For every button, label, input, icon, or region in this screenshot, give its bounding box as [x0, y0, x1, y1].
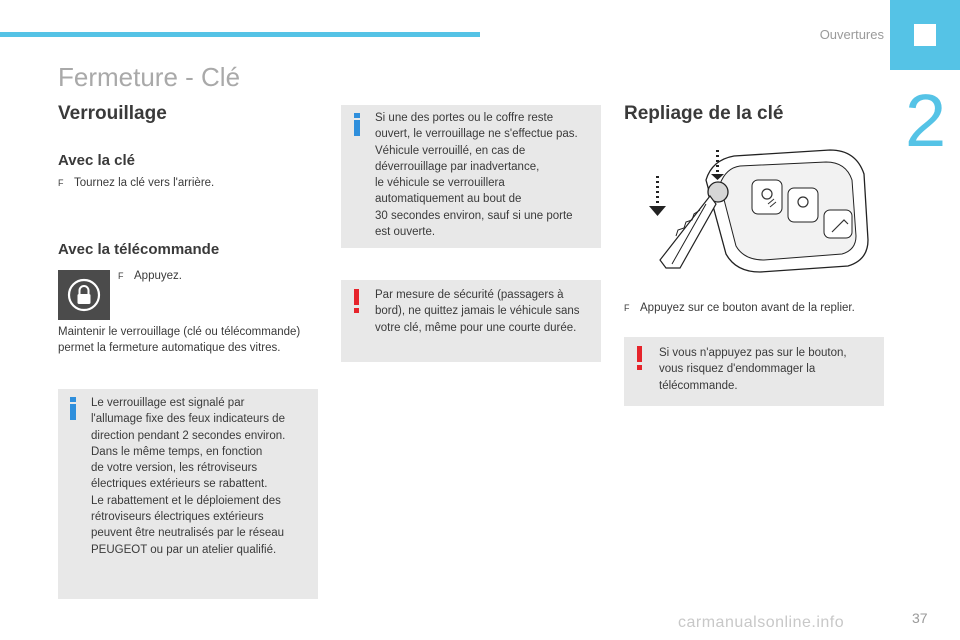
page-title: Fermeture - Clé [58, 62, 241, 92]
info-box-middle-text: Si une des portes ou le coffre reste ouvert, le verrouillage ne s'effectue pas. Véhicule verrouillé, en cas de déverrouillage par inadvertance, le véhicule se verrouillera automatiquement au bout de 30 secondes environ, sauf si une porte est ouverte. [375, 112, 578, 239]
heading-avec-la-cle: Avec la clé [58, 152, 135, 169]
remote-paragraph: Maintenir le verrouillage (clé ou télécommande) permet la fermeture automatique des vitres. [58, 326, 301, 354]
warning-box-middle-text: Par mesure de sécurité (passagers à bord), ne quittez jamais le véhicule sans votre clé, même pour une courte durée. [375, 289, 580, 334]
bullet-item-key [58, 175, 318, 191]
page-number: 37 [912, 610, 928, 626]
bullet-marker: F [624, 303, 630, 313]
padlock-icon [58, 270, 110, 320]
bullet-marker: F [58, 178, 64, 188]
info-box-left-text: Le verrouillage est signalé par l'allumage fixe des feux indicateurs de direction pendant 2 secondes environ. Dans le même temps, en fonction de votre version, les rétroviseurs électriques extérieurs se rabattent. Le rabattement et le déploiement des rétroviseurs électriques extérieurs peuvent être neutralisés par le réseau PEUGEOT ou par un atelier qualifié. [91, 397, 286, 556]
bullet-marker: F [118, 271, 124, 281]
bullet-text: Appuyez. [134, 270, 182, 282]
info-box-middle [341, 105, 601, 248]
warning-box-right-text: Si vous n'appuyez pas sur le bouton, vous risquez d'endommager la télécommande. [659, 347, 847, 392]
folding-key-illustration [640, 140, 880, 275]
lock-button-illustration [58, 270, 110, 320]
bullet-item-fold [624, 300, 890, 316]
chapter-tab-square [914, 24, 936, 46]
info-box-left [58, 389, 318, 599]
warning-box-middle [341, 280, 601, 362]
heading-verrouillage: Verrouillage [58, 103, 167, 124]
chapter-number: 2 [905, 79, 947, 162]
header-accent-bar [0, 32, 480, 37]
watermark: carmanualsonline.info [678, 614, 845, 631]
heading-repliage-de-la-cle: Repliage de la clé [624, 103, 784, 124]
heading-avec-la-telecommande: Avec la télécommande [58, 241, 220, 258]
section-name: Ouvertures [819, 27, 884, 42]
bullet-item-remote [118, 268, 298, 284]
bullet-text: Appuyez sur ce bouton avant de la replier. [640, 302, 855, 314]
bullet-text: Tournez la clé vers l'arrière. [74, 177, 215, 189]
warning-box-right [624, 337, 884, 406]
chapter-tab [890, 0, 960, 70]
